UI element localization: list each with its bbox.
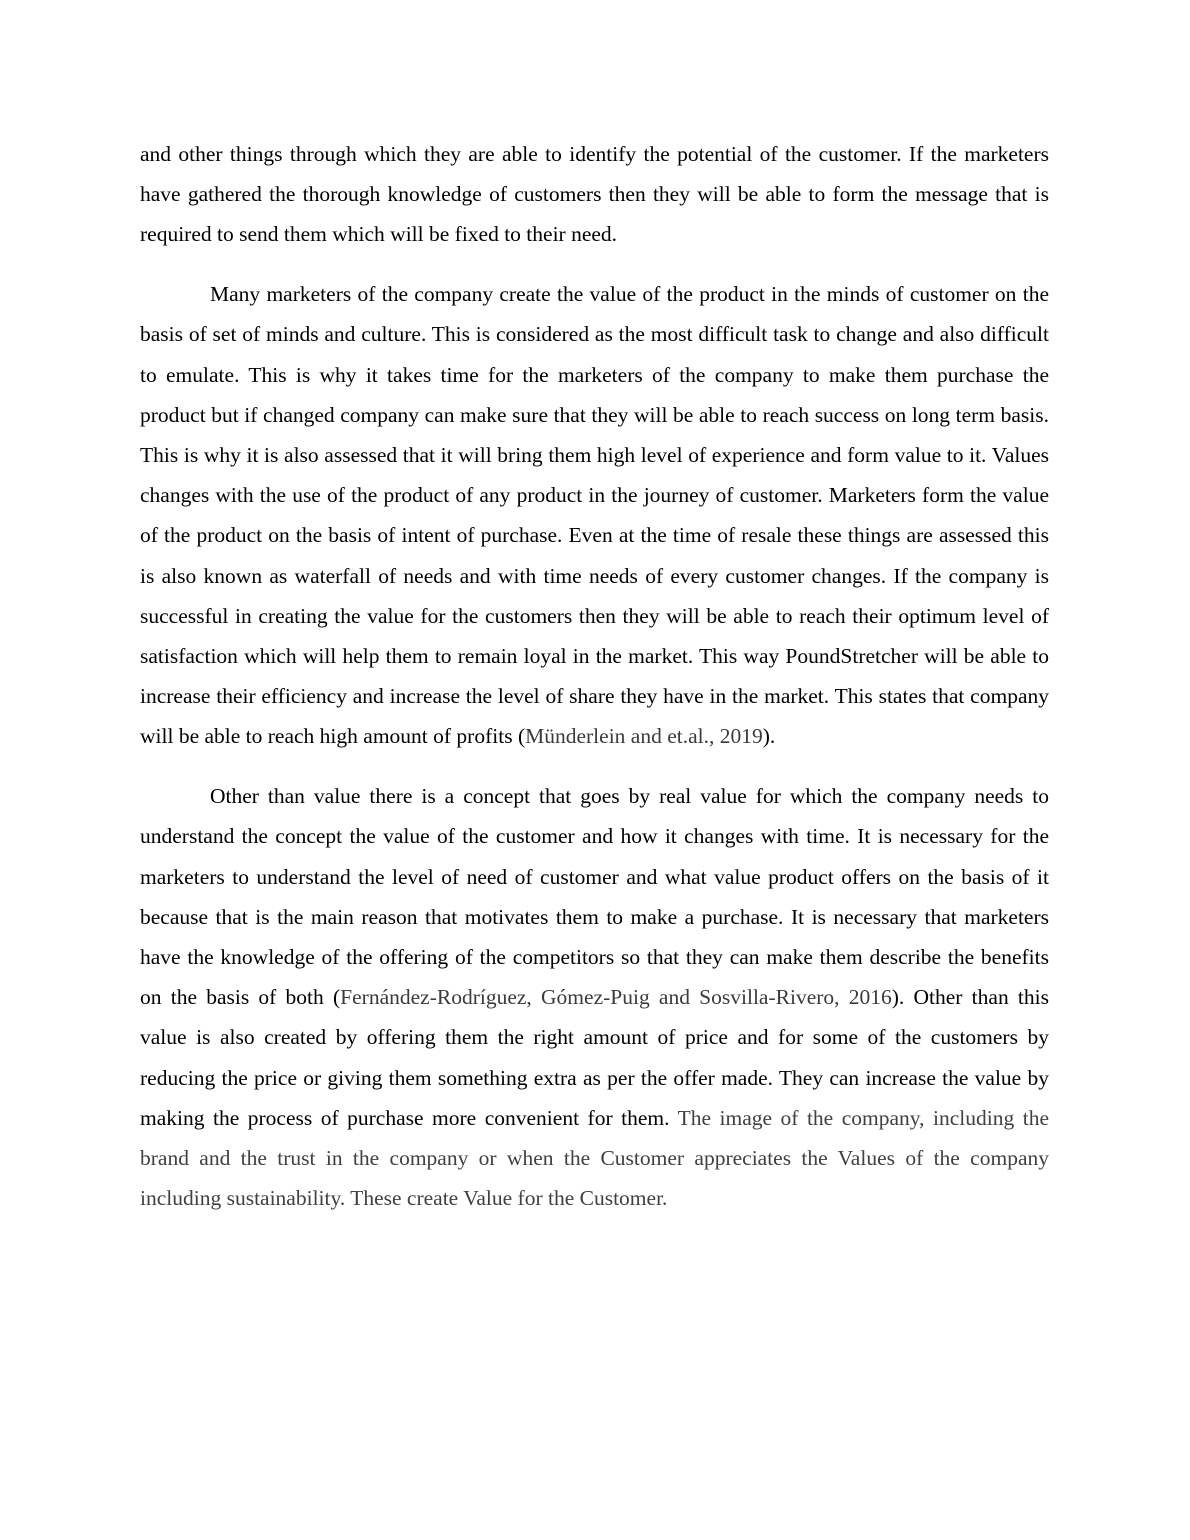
document-body <box>140 134 1049 1218</box>
paragraph-3-text: Other than value there is a concept that goes by real value for which the company needs to understand the concept the value of the customer and how it changes with time. It is necessary for the marketers to understand the level of need of customer and what value product offers on the basis of it because that is the main reason that motivates them to make a purchase. It is necessary that marketers have the knowledge of the offering of the competitors so that they can make them describe the benefits on the basis of both ( <box>140 784 1049 1010</box>
paragraph-2 <box>140 274 1049 756</box>
citation-munderlein: Münderlein and et.al., 2019 <box>525 724 763 749</box>
citation-fernandez-rodriguez: Fernández-Rodríguez, Gómez-Puig and Sosvilla-Rivero, 2016 <box>340 985 892 1010</box>
paragraph-2-text: Many marketers of the company create the value of the product in the minds of customer on the basis of set of minds and culture. This is considered as the most difficult task to change and also difficult to emulate. This is why it takes time for the marketers of the company to make them purchase the product but if changed company can make sure that they will be able to reach success on long term basis. This is why it is also assessed that it will bring them high level of experience and form value to it. Values changes with the use of the product of any product in the journey of customer. Marketers form the value of the product on the basis of intent of purchase. Even at the time of resale these things are assessed this is also known as waterfall of needs and with time needs of every customer changes. If the company is successful in creating the value for the customers then they will be able to reach their optimum level of satisfaction which will help them to remain loyal in the market. This way PoundStretcher will be able to increase their efficiency and increase the level of share they have in the market. This states that company will be able to reach high amount of profits ( <box>140 282 1049 749</box>
paragraph-3-continuation: ). Other than this value is also created by offering them the right amount of price and for some of the customers by reducing the price or giving them something extra as per the offer made. They can increase the value by making the process of purchase more convenient for them. <box>140 985 1049 1130</box>
paragraph-2-end: ). <box>762 724 776 749</box>
paragraph-3-closing: The image of the company, including the brand and the trust in the company or when the Customer appreciates the Values of the company including sustainability. These create Value for the Customer. <box>140 1105 1049 1211</box>
paragraph-1-text: and other things through which they are able to identify the potential of the customer. If the marketers have gathered the thorough knowledge of customers then they will be able to form the message that is required to send them which will be fixed to their need. <box>140 142 1049 247</box>
paragraph-3 <box>140 776 1049 1218</box>
paragraph-1 <box>140 134 1049 255</box>
